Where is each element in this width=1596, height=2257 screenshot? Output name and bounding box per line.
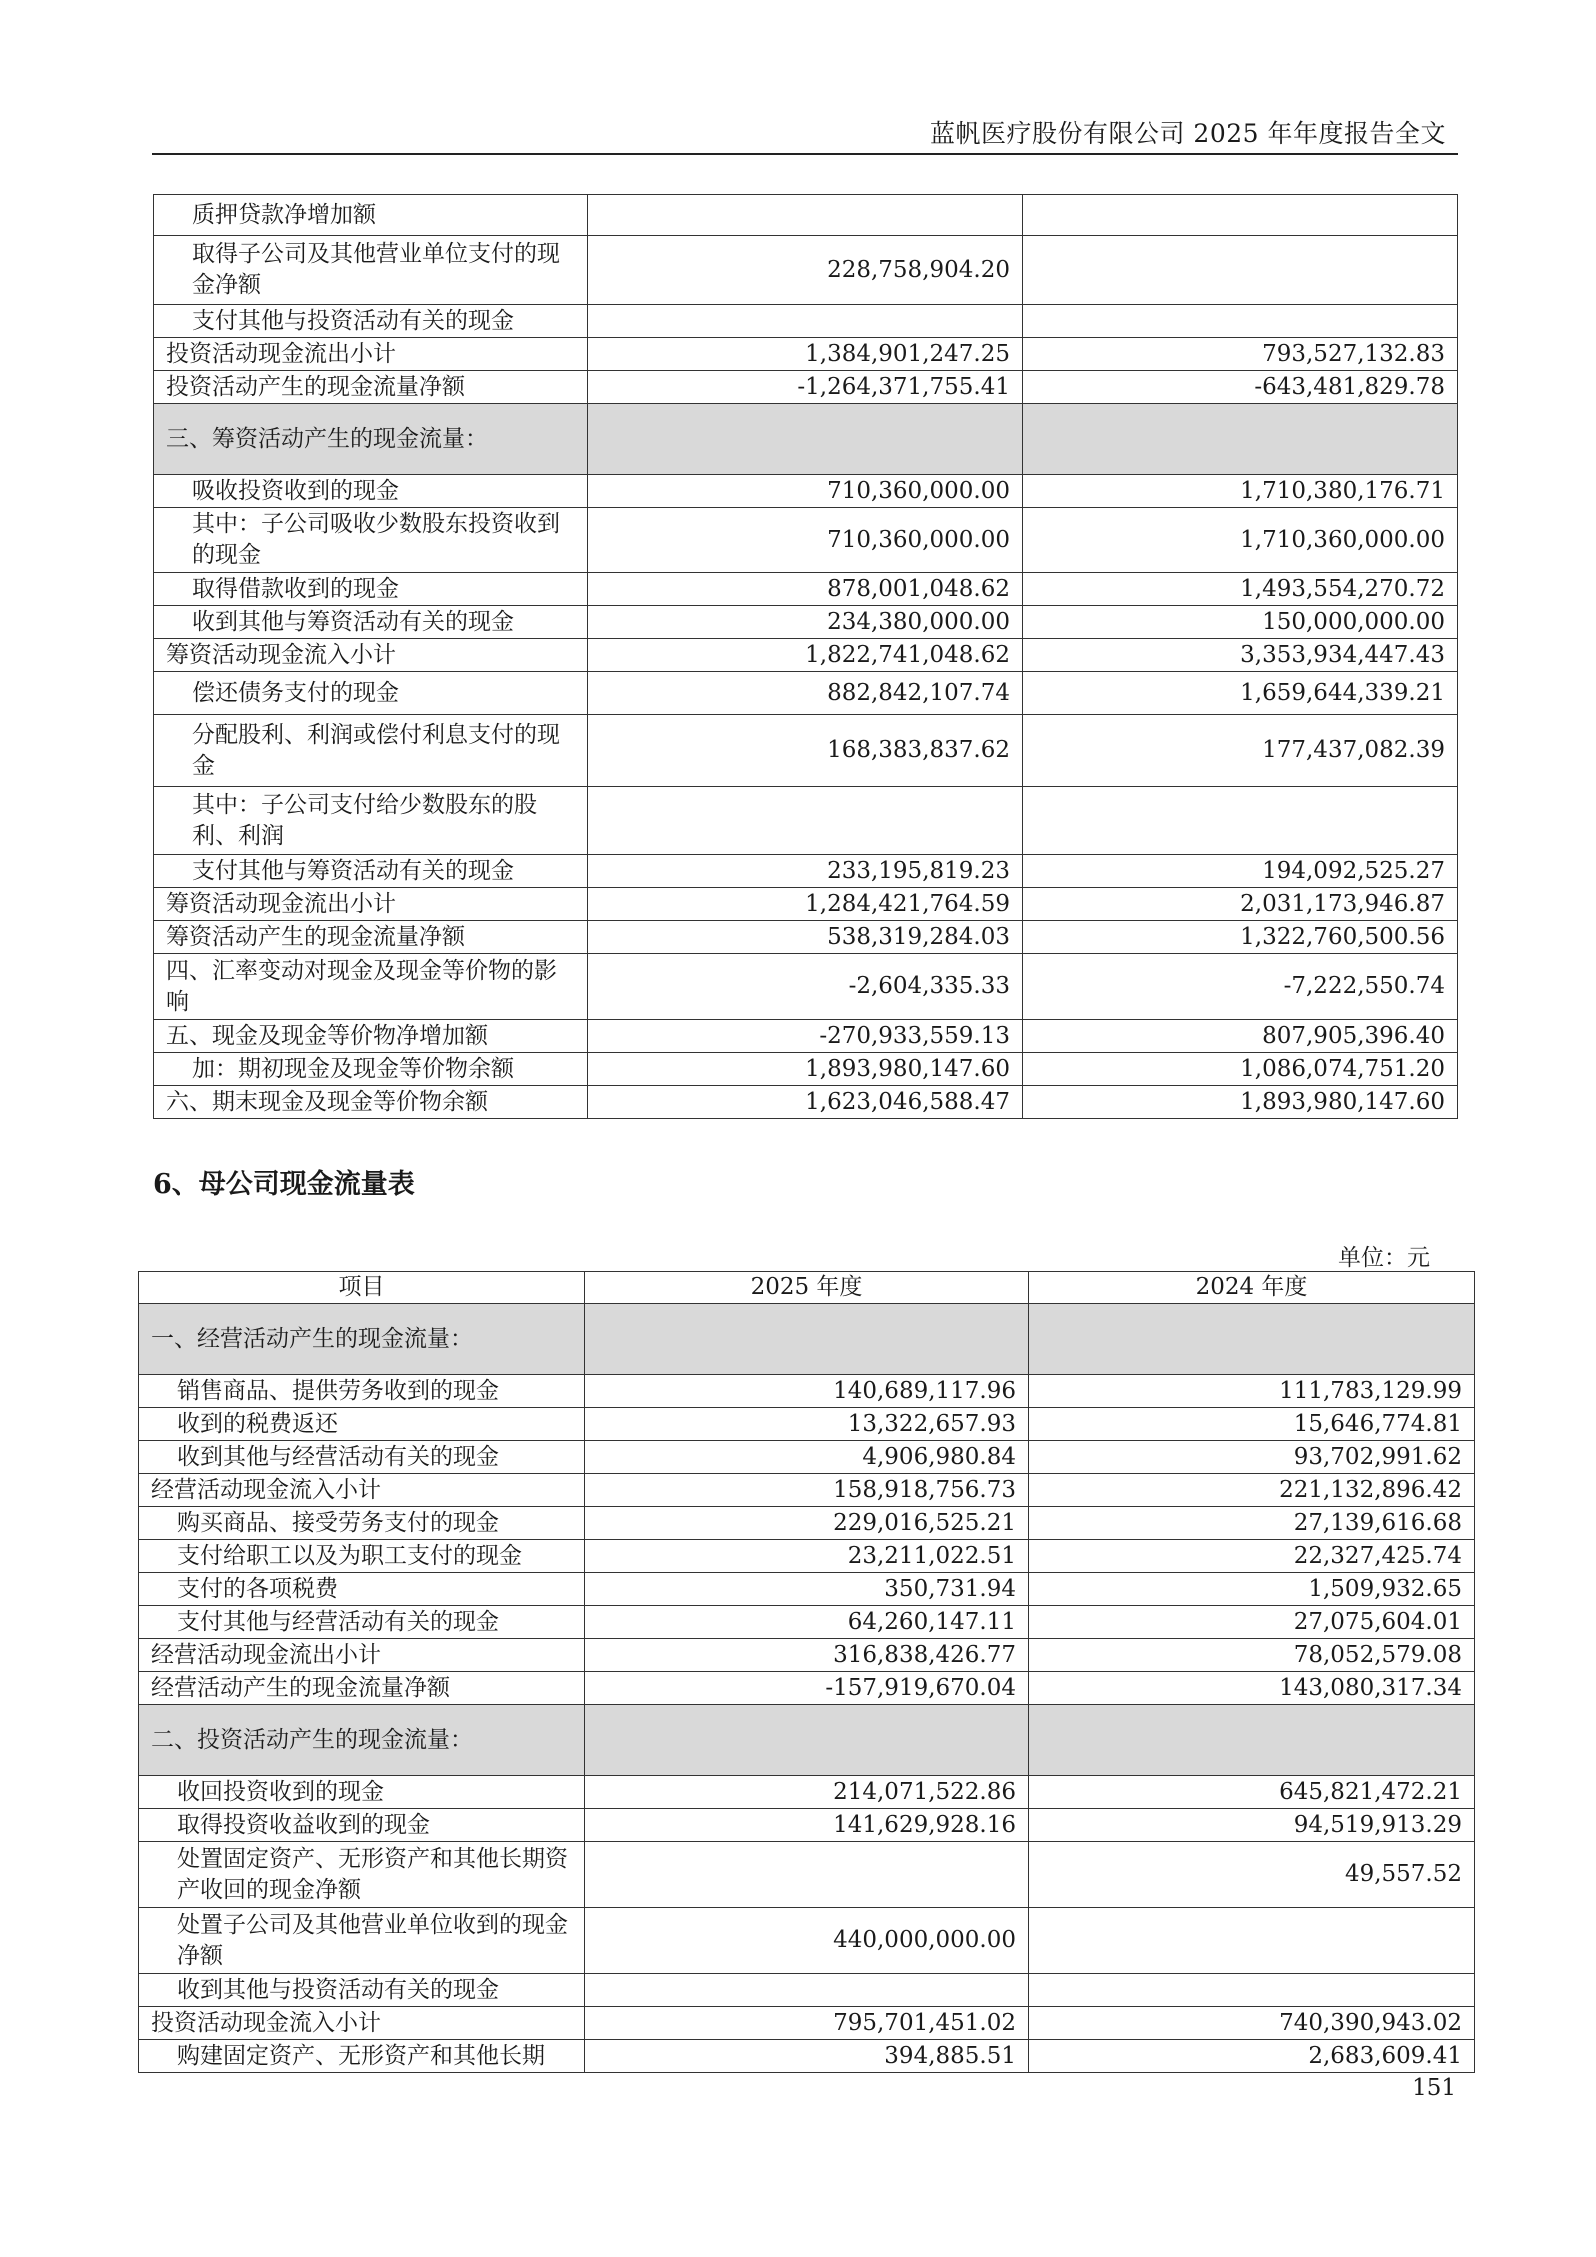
row-label: 收到其他与筹资活动有关的现金 — [154, 606, 588, 639]
table-row — [154, 787, 1458, 855]
row-label: 筹资活动现金流入小计 — [154, 639, 588, 672]
row-label: 筹资活动现金流出小计 — [154, 888, 588, 921]
value-2025: 4,906,980.84 — [585, 1441, 1029, 1474]
section-row — [154, 404, 1458, 475]
table-row — [154, 921, 1458, 954]
row-label: 取得子公司及其他营业单位支付的现金净额 — [154, 236, 588, 305]
row-label: 经营活动现金流入小计 — [139, 1474, 585, 1507]
value-2024: 1,322,760,500.56 — [1022, 921, 1457, 954]
value-2024: 49,557.52 — [1029, 1842, 1475, 1908]
value-2024: 2,683,609.41 — [1029, 2040, 1475, 2073]
value-2025: 440,000,000.00 — [585, 1908, 1029, 1974]
table-row — [154, 305, 1458, 338]
table-row — [154, 195, 1458, 236]
row-label: 收到的税费返还 — [139, 1408, 585, 1441]
value-2025 — [585, 1304, 1029, 1375]
value-2024: 645,821,472.21 — [1029, 1776, 1475, 1809]
table-row — [139, 2040, 1475, 2073]
value-2025 — [585, 1842, 1029, 1908]
value-2025: -270,933,559.13 — [587, 1020, 1022, 1053]
row-label: 取得借款收到的现金 — [154, 573, 588, 606]
value-2024: 3,353,934,447.43 — [1022, 639, 1457, 672]
value-2025: 538,319,284.03 — [587, 921, 1022, 954]
table-row — [154, 888, 1458, 921]
value-2025: 1,893,980,147.60 — [587, 1053, 1022, 1086]
value-2025: -2,604,335.33 — [587, 954, 1022, 1020]
row-label: 销售商品、提供劳务收到的现金 — [139, 1375, 585, 1408]
value-2024 — [1022, 404, 1457, 475]
row-label: 支付其他与投资活动有关的现金 — [154, 305, 588, 338]
value-2024: 807,905,396.40 — [1022, 1020, 1457, 1053]
row-label: 经营活动现金流出小计 — [139, 1639, 585, 1672]
value-2024: -643,481,829.78 — [1022, 371, 1457, 404]
value-2025: 795,701,451.02 — [585, 2007, 1029, 2040]
value-2025: 882,842,107.74 — [587, 672, 1022, 715]
table-row — [139, 2007, 1475, 2040]
row-label: 处置固定资产、无形资产和其他长期资产收回的现金净额 — [139, 1842, 585, 1908]
parent-company-cash-flow-table — [138, 1271, 1475, 2073]
table-row — [139, 1540, 1475, 1573]
row-label: 筹资活动产生的现金流量净额 — [154, 921, 588, 954]
row-label: 质押贷款净增加额 — [154, 195, 588, 236]
row-label: 投资活动产生的现金流量净额 — [154, 371, 588, 404]
table-row — [139, 1573, 1475, 1606]
value-2024 — [1022, 305, 1457, 338]
value-2024: 143,080,317.34 — [1029, 1672, 1475, 1705]
row-label: 偿还债务支付的现金 — [154, 672, 588, 715]
value-2025: 13,322,657.93 — [585, 1408, 1029, 1441]
row-label: 处置子公司及其他营业单位收到的现金净额 — [139, 1908, 585, 1974]
table-row — [139, 1606, 1475, 1639]
value-2025: 1,384,901,247.25 — [587, 338, 1022, 371]
value-2024 — [1029, 1908, 1475, 1974]
value-2024: 740,390,943.02 — [1029, 2007, 1475, 2040]
table-row — [154, 371, 1458, 404]
row-label: 加：期初现金及现金等价物余额 — [154, 1053, 588, 1086]
row-label: 其中：子公司支付给少数股东的股利、利润 — [154, 787, 588, 855]
value-2024: 150,000,000.00 — [1022, 606, 1457, 639]
row-label: 六、期末现金及现金等价物余额 — [154, 1086, 588, 1119]
value-2024: 194,092,525.27 — [1022, 855, 1457, 888]
value-2025: 23,211,022.51 — [585, 1540, 1029, 1573]
header-item: 项目 — [139, 1272, 585, 1304]
value-2024: 1,659,644,339.21 — [1022, 672, 1457, 715]
row-label: 二、投资活动产生的现金流量： — [139, 1705, 585, 1776]
row-label: 其中：子公司吸收少数股东投资收到的现金 — [154, 508, 588, 573]
row-label: 收到其他与投资活动有关的现金 — [139, 1974, 585, 2007]
table-row — [139, 1639, 1475, 1672]
value-2025: 234,380,000.00 — [587, 606, 1022, 639]
row-label: 收到其他与经营活动有关的现金 — [139, 1441, 585, 1474]
value-2024 — [1029, 1304, 1475, 1375]
section-row — [139, 1705, 1475, 1776]
value-2025: 233,195,819.23 — [587, 855, 1022, 888]
table-row — [154, 715, 1458, 787]
value-2024: 221,132,896.42 — [1029, 1474, 1475, 1507]
table-row — [154, 508, 1458, 573]
value-2025: 1,623,046,588.47 — [587, 1086, 1022, 1119]
value-2024 — [1022, 236, 1457, 305]
table-row — [139, 1776, 1475, 1809]
value-2024: 177,437,082.39 — [1022, 715, 1457, 787]
table-row — [154, 338, 1458, 371]
table-row — [139, 1474, 1475, 1507]
value-2024 — [1022, 195, 1457, 236]
row-label: 购建固定资产、无形资产和其他长期 — [139, 2040, 585, 2073]
table-row — [139, 1672, 1475, 1705]
value-2025: 1,284,421,764.59 — [587, 888, 1022, 921]
table-row — [154, 475, 1458, 508]
table-row — [154, 1086, 1458, 1119]
header-2024: 2024 年度 — [1029, 1272, 1475, 1304]
table-row — [154, 954, 1458, 1020]
table-row — [154, 1053, 1458, 1086]
value-2025: 214,071,522.86 — [585, 1776, 1029, 1809]
value-2024: 793,527,132.83 — [1022, 338, 1457, 371]
header-2025: 2025 年度 — [585, 1272, 1029, 1304]
table-row — [154, 606, 1458, 639]
value-2025: 229,016,525.21 — [585, 1507, 1029, 1540]
value-2024: 27,075,604.01 — [1029, 1606, 1475, 1639]
value-2025: -1,264,371,755.41 — [587, 371, 1022, 404]
value-2024 — [1029, 1705, 1475, 1776]
value-2025 — [587, 305, 1022, 338]
value-2025: 228,758,904.20 — [587, 236, 1022, 305]
row-label: 收回投资收到的现金 — [139, 1776, 585, 1809]
value-2024: 2,031,173,946.87 — [1022, 888, 1457, 921]
row-label: 支付的各项税费 — [139, 1573, 585, 1606]
page-number: 151 — [1412, 2075, 1456, 2101]
value-2025: 64,260,147.11 — [585, 1606, 1029, 1639]
value-2025: 168,383,837.62 — [587, 715, 1022, 787]
value-2025 — [587, 404, 1022, 475]
value-2025: 140,689,117.96 — [585, 1375, 1029, 1408]
value-2024: -7,222,550.74 — [1022, 954, 1457, 1020]
value-2024: 94,519,913.29 — [1029, 1809, 1475, 1842]
value-2024: 27,139,616.68 — [1029, 1507, 1475, 1540]
row-label: 五、现金及现金等价物净增加额 — [154, 1020, 588, 1053]
table-header-row — [139, 1272, 1475, 1304]
value-2025: 141,629,928.16 — [585, 1809, 1029, 1842]
value-2024: 1,493,554,270.72 — [1022, 573, 1457, 606]
value-2025: 316,838,426.77 — [585, 1639, 1029, 1672]
header-divider — [152, 153, 1458, 155]
value-2024 — [1022, 787, 1457, 855]
row-label: 吸收投资收到的现金 — [154, 475, 588, 508]
value-2024: 1,710,380,176.71 — [1022, 475, 1457, 508]
row-label: 投资活动现金流出小计 — [154, 338, 588, 371]
table-row — [139, 1408, 1475, 1441]
row-label: 购买商品、接受劳务支付的现金 — [139, 1507, 585, 1540]
row-label: 支付其他与筹资活动有关的现金 — [154, 855, 588, 888]
table-row — [154, 639, 1458, 672]
value-2025: -157,919,670.04 — [585, 1672, 1029, 1705]
value-2024: 1,509,932.65 — [1029, 1573, 1475, 1606]
table-row — [139, 1908, 1475, 1974]
value-2024: 78,052,579.08 — [1029, 1639, 1475, 1672]
table-row — [139, 1974, 1475, 2007]
row-label: 经营活动产生的现金流量净额 — [139, 1672, 585, 1705]
value-2025 — [585, 1705, 1029, 1776]
table-row — [154, 1020, 1458, 1053]
value-2024 — [1029, 1974, 1475, 2007]
value-2024: 1,086,074,751.20 — [1022, 1053, 1457, 1086]
consolidated-cash-flow-table-continued — [153, 194, 1458, 1119]
value-2025: 394,885.51 — [585, 2040, 1029, 2073]
row-label: 投资活动现金流入小计 — [139, 2007, 585, 2040]
value-2025: 710,360,000.00 — [587, 508, 1022, 573]
value-2025 — [585, 1974, 1029, 2007]
section-heading: 6、母公司现金流量表 — [153, 1169, 415, 1200]
table-row — [154, 236, 1458, 305]
value-2025: 1,822,741,048.62 — [587, 639, 1022, 672]
table-row — [154, 855, 1458, 888]
row-label: 支付给职工以及为职工支付的现金 — [139, 1540, 585, 1573]
row-label: 分配股利、利润或偿付利息支付的现金 — [154, 715, 588, 787]
row-label: 三、筹资活动产生的现金流量： — [154, 404, 588, 475]
value-2025: 158,918,756.73 — [585, 1474, 1029, 1507]
section-row — [139, 1304, 1475, 1375]
row-label: 四、汇率变动对现金及现金等价物的影响 — [154, 954, 588, 1020]
value-2025: 878,001,048.62 — [587, 573, 1022, 606]
table-row — [139, 1842, 1475, 1908]
row-label: 一、经营活动产生的现金流量： — [139, 1304, 585, 1375]
value-2024: 1,710,360,000.00 — [1022, 508, 1457, 573]
table-row — [139, 1441, 1475, 1474]
unit-label: 单位：元 — [1338, 1245, 1430, 1271]
table-row — [139, 1507, 1475, 1540]
table-row — [139, 1375, 1475, 1408]
table-row — [154, 672, 1458, 715]
value-2024: 22,327,425.74 — [1029, 1540, 1475, 1573]
table-row — [139, 1809, 1475, 1842]
row-label: 取得投资收益收到的现金 — [139, 1809, 585, 1842]
value-2024: 1,893,980,147.60 — [1022, 1086, 1457, 1119]
value-2024: 93,702,991.62 — [1029, 1441, 1475, 1474]
value-2025 — [587, 195, 1022, 236]
value-2025 — [587, 787, 1022, 855]
value-2024: 15,646,774.81 — [1029, 1408, 1475, 1441]
value-2025: 350,731.94 — [585, 1573, 1029, 1606]
report-header-title: 蓝帆医疗股份有限公司 2025 年年度报告全文 — [929, 119, 1446, 148]
value-2024: 111,783,129.99 — [1029, 1375, 1475, 1408]
row-label: 支付其他与经营活动有关的现金 — [139, 1606, 585, 1639]
table-row — [154, 573, 1458, 606]
value-2025: 710,360,000.00 — [587, 475, 1022, 508]
